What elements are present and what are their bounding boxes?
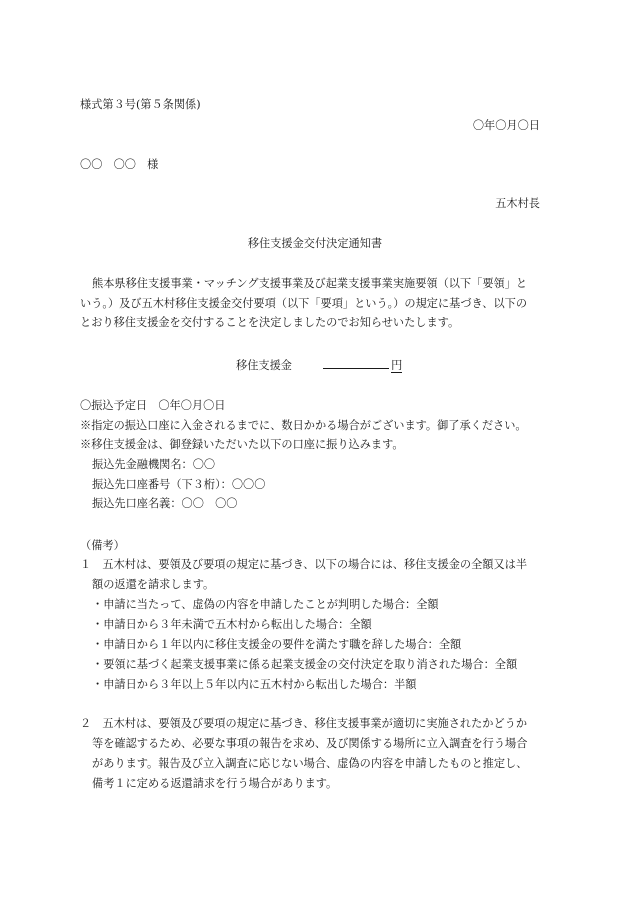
account-name: 振込先口座名義：〇〇 〇〇 (92, 497, 238, 510)
remark-bullet: ・申請日から３年以上５年以内に五木村から転出した場合：半額 (92, 678, 417, 691)
remark-2-line-3: があります。報告及び立入調査に応じない場合、虚偽の内容を申請したものと推定し、 (92, 757, 528, 770)
form-number: 様式第３号(第５条関係) (80, 98, 201, 111)
recipient-name: 〇〇 〇〇 様 (80, 158, 159, 171)
bank-name: 振込先金融機関名：〇〇 (92, 458, 216, 471)
issue-date: 〇年〇月〇日 (472, 119, 540, 132)
account-number: 振込先口座番号（下３桁）：〇〇〇 (92, 478, 266, 491)
amount-blank (323, 356, 389, 369)
remark-2-line-2: 等を確認するため、必要な事項の報告を求め、及び関係する場所に立入調査を行う場合 (92, 737, 528, 750)
remark-1-line-1: １ 五木村は、要領及び要項の規定に基づき、以下の場合には、移住支援金の全額又は半 (80, 558, 528, 571)
document-title: 移住支援金交付決定通知書 (247, 237, 383, 250)
remark-bullet: ・申請日から１年以内に移住支援金の要件を満たす職を辞した場合：全額 (92, 638, 462, 651)
body-text-line-2: いう。）及び五木村移住支援金交付要項（以下「要項」という。）の規定に基づき、以下の (80, 297, 528, 310)
remark-2-line-1: ２ 五木村は、要領及び要項の規定に基づき、移住支援事業が適切に実施されたかどうか (80, 717, 528, 730)
issuer-name: 五木村長 (495, 197, 540, 210)
transfer-note-2: ※移住支援金は、御登録いただいた以下の口座に振り込みます。 (80, 438, 404, 451)
remark-1-line-2: 額の返還を請求します。 (92, 578, 215, 591)
body-text-line-3: とおり移住支援金を交付することを決定しましたのでお知らせいたします。 (80, 316, 460, 329)
remark-2-line-4: 備考１に定める返還請求を行う場合があります。 (92, 777, 338, 790)
amount-row (236, 356, 402, 373)
amount-label: 移住支援金 (236, 359, 292, 372)
remark-bullet: ・要領に基づく起業支援事業に係る起業支援金の交付決定を取り消された場合：全額 (92, 658, 518, 671)
remarks-heading: （備考） (80, 539, 125, 552)
scheduled-transfer-date: 〇振込予定日 〇年〇月〇日 (80, 399, 226, 412)
body-text-line-1: 熊本県移住支援事業・マッチング支援事業及び起業支援事業実施要領（以下「要領」と (92, 277, 528, 290)
remark-bullet: ・申請に当たって、虚偽の内容を申請したことが判明した場合：全額 (92, 598, 439, 611)
remark-bullet: ・申請日から３年未満で五木村から転出した場合：全額 (92, 618, 372, 631)
transfer-note-1: ※指定の振込口座に入金されるまでに、数日かかる場合がございます。御了承ください。 (80, 419, 527, 432)
amount-unit: 円 (391, 359, 403, 372)
